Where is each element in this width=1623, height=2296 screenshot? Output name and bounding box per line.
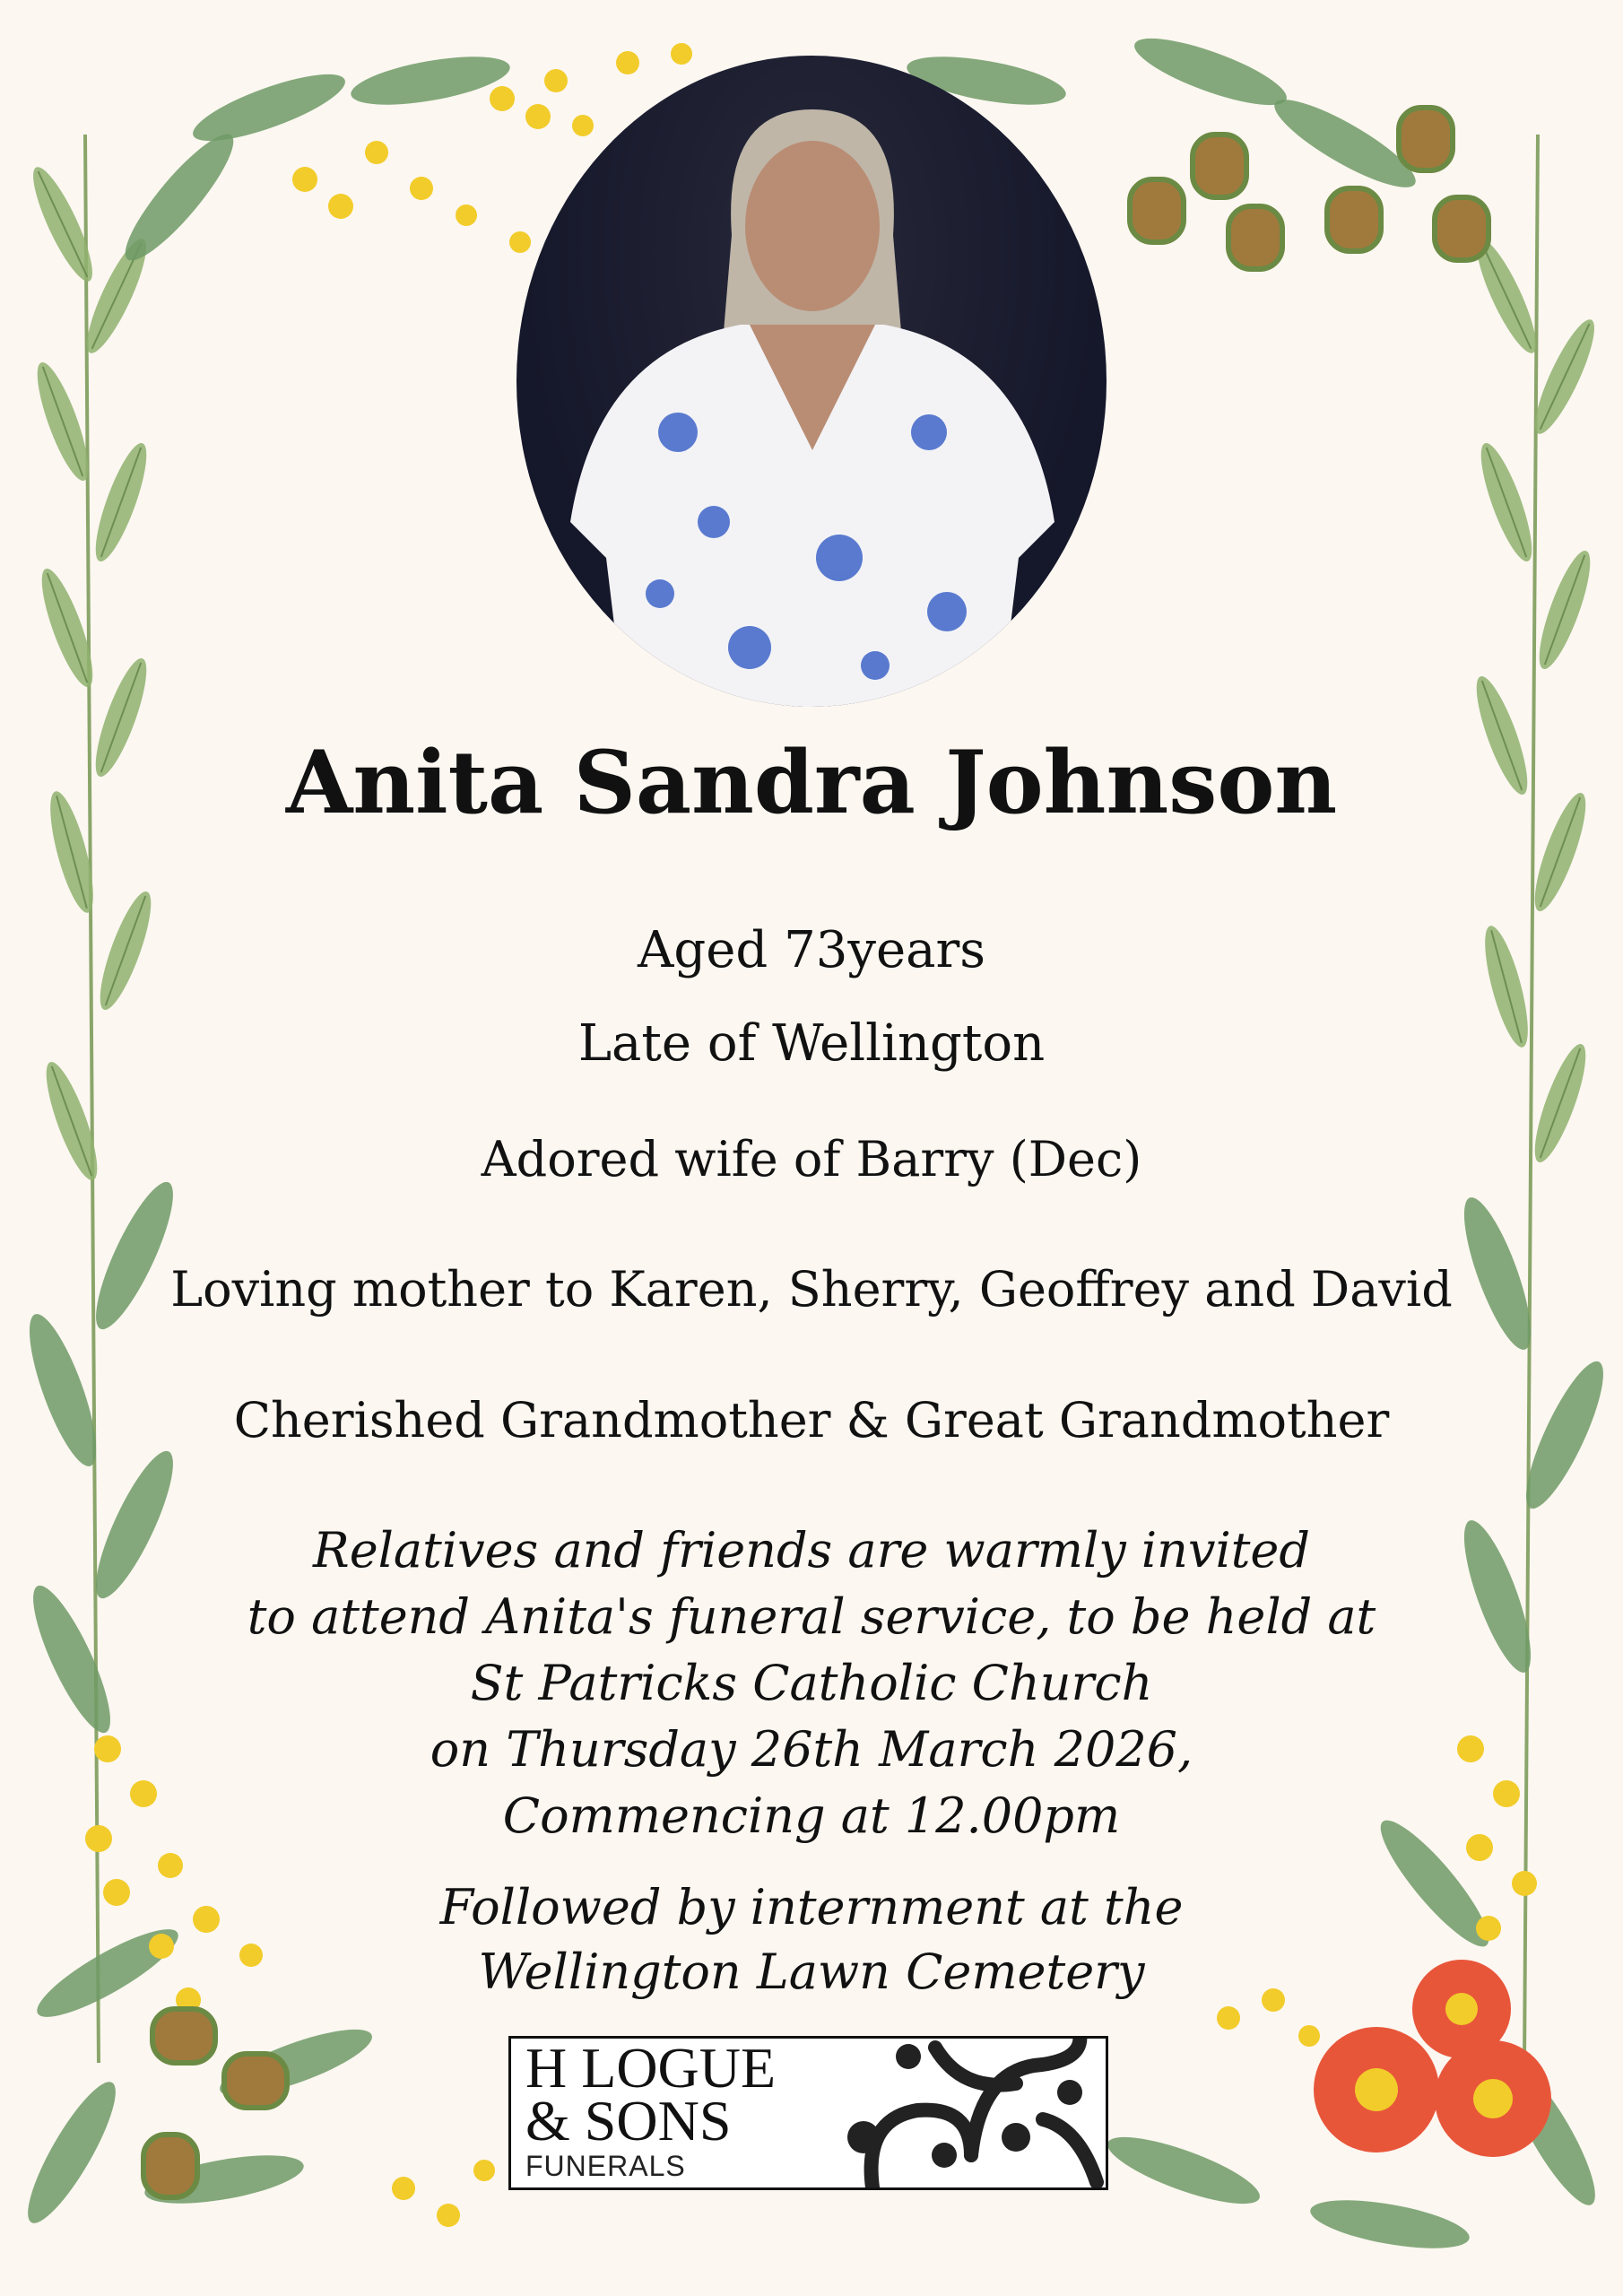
logo-line-2: & SONS xyxy=(525,2089,732,2152)
service-line: Relatives and friends are warmly invited xyxy=(313,1522,1310,1578)
wife-line: Adored wife of Barry (Dec) xyxy=(481,1131,1142,1187)
late-of: Late of Wellington xyxy=(577,1014,1046,1073)
logo-line-3: FUNERALS xyxy=(525,2150,686,2182)
internment-line: Wellington Lawn Cemetery xyxy=(478,1944,1145,2000)
grandmother-line: Cherished Grandmother & Great Grandmother xyxy=(233,1392,1390,1448)
service-line: to attend Anita's funeral service, to be held at xyxy=(247,1588,1376,1645)
service-line: on Thursday 26th March 2026, xyxy=(430,1721,1193,1778)
mother-line: Loving mother to Karen, Sherry, Geoffrey and David xyxy=(170,1261,1453,1318)
funeral-home-logo xyxy=(508,2036,1108,2190)
logo-line-1: H LOGUE xyxy=(525,2036,777,2100)
ornament-icon xyxy=(837,2039,1106,2187)
service-line: St Patricks Catholic Church xyxy=(470,1655,1153,1711)
portrait-figure xyxy=(516,56,1107,707)
service-line: Commencing at 12.00pm xyxy=(502,1787,1121,1844)
deceased-name: Anita Sandra Johnson xyxy=(285,732,1338,833)
internment-line: Followed by internment at the xyxy=(439,1879,1184,1935)
portrait-photo xyxy=(516,56,1107,707)
age: Aged 73years xyxy=(637,921,985,979)
